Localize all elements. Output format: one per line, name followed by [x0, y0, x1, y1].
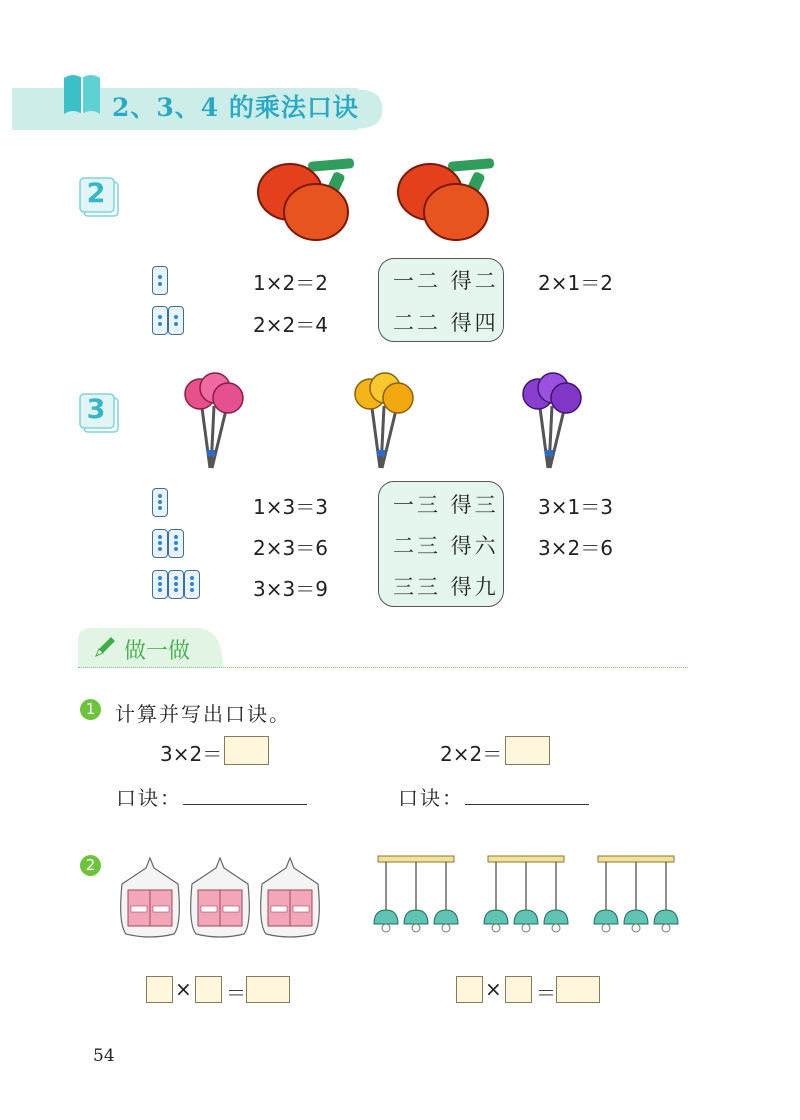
- answer-box[interactable]: [224, 736, 269, 765]
- rhyme-answer-line[interactable]: [465, 804, 589, 805]
- ceiling-lamps-icon: [366, 852, 696, 936]
- page-title: 2、3、4 的乘法口诀: [112, 93, 359, 122]
- answer-box[interactable]: [246, 976, 290, 1003]
- section-2-number: 2: [86, 178, 106, 209]
- equation: 1×2＝2: [253, 271, 328, 295]
- pencil-icon: [92, 634, 118, 660]
- answer-box[interactable]: [505, 736, 550, 765]
- side-equation: 3×2＝6: [538, 536, 613, 560]
- equals-sign: ＝: [536, 981, 556, 1005]
- dot-card: [168, 306, 184, 335]
- ping-pong-paddles-icon: [256, 156, 366, 242]
- rhyme-answer-line[interactable]: [183, 804, 307, 805]
- side-equation: 3×1＝3: [538, 495, 613, 519]
- rhyme: 一三 得三: [393, 493, 499, 517]
- practice-header: 做一做: [124, 639, 191, 664]
- dot-card: [152, 529, 168, 558]
- question-1-prompt: 计算并写出口诀。: [115, 702, 291, 726]
- dot-card: [168, 570, 184, 599]
- milk-bags-icon: [116, 854, 326, 940]
- section-3-badge: [78, 392, 114, 428]
- answer-box[interactable]: [456, 976, 483, 1003]
- balloons-icon: [180, 372, 246, 470]
- expression-left: 3×2＝: [160, 742, 223, 766]
- practice-divider: [78, 667, 688, 668]
- equation: 3×3＝9: [253, 577, 328, 601]
- dot-card: [168, 529, 184, 558]
- rhyme: 二二 得四: [393, 311, 499, 335]
- balloons-icon: [350, 372, 416, 470]
- page-number: 54: [93, 1046, 115, 1066]
- dot-card: [152, 266, 168, 295]
- answer-box[interactable]: [505, 976, 532, 1003]
- balloons-icon: [518, 372, 584, 470]
- dot-card: [152, 488, 168, 517]
- side-equation: 2×1＝2: [538, 271, 613, 295]
- answer-box[interactable]: [146, 976, 173, 1003]
- dot-card: [152, 570, 168, 599]
- times-sign: ×: [175, 977, 192, 1001]
- section-2-badge: [78, 176, 114, 212]
- equation: 2×2＝4: [253, 313, 328, 337]
- rhyme-label: 口诀：: [116, 786, 182, 810]
- dot-card: [184, 570, 200, 599]
- rhyme-label: 口诀：: [398, 786, 464, 810]
- rhyme: 三三 得九: [393, 575, 499, 599]
- dot-card: [152, 306, 168, 335]
- question-2-number: 2: [80, 855, 101, 876]
- expression-right: 2×2＝: [440, 742, 503, 766]
- section-3-number: 3: [86, 394, 106, 425]
- book-icon: [60, 70, 104, 120]
- rhyme: 二三 得六: [393, 534, 499, 558]
- equation: 1×3＝3: [253, 495, 328, 519]
- question-1-number: 1: [80, 699, 101, 720]
- ping-pong-paddles-icon: [396, 156, 506, 242]
- answer-box[interactable]: [195, 976, 222, 1003]
- equation: 2×3＝6: [253, 536, 328, 560]
- rhyme: 一二 得二: [393, 269, 499, 293]
- times-sign: ×: [485, 977, 502, 1001]
- answer-box[interactable]: [556, 976, 600, 1003]
- equals-sign: ＝: [226, 981, 246, 1005]
